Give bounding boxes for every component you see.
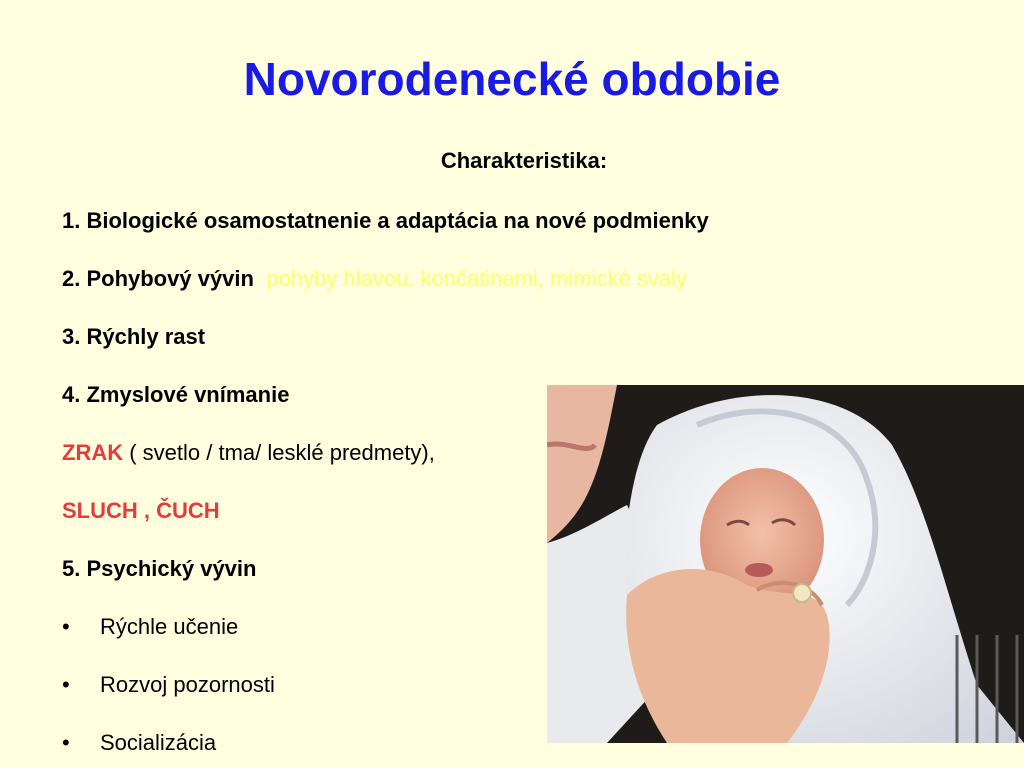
sense-sight-detail: ( svetlo / tma/ lesklé predmety), xyxy=(123,440,435,465)
bullet-item xyxy=(62,614,238,640)
bullet-text: Rýchle učenie xyxy=(100,614,239,639)
sense-sight-label: ZRAK xyxy=(62,440,124,465)
slide-title: Novorodenecké obdobie xyxy=(243,53,781,105)
bullet-marker: • xyxy=(62,672,70,697)
newborn-photo xyxy=(547,385,1024,743)
bullet-item xyxy=(62,672,275,698)
bullet-text: Rozvoj pozornosti xyxy=(100,672,275,697)
slide-subtitle: Charakteristika: xyxy=(440,148,608,173)
sense-hearing-smell: SLUCH , ČUCH xyxy=(62,498,220,523)
item-4: 4. Zmyslové vnímanie xyxy=(62,382,290,407)
item-5: 5. Psychický vývin xyxy=(62,556,257,581)
item-2 xyxy=(62,266,687,292)
item-3: 3. Rýchly rast xyxy=(62,324,206,349)
bullet-marker: • xyxy=(62,614,70,639)
item-1: 1. Biologické osamostatnenie a adaptácia na nové podmienky xyxy=(62,208,709,233)
item-2-label: 2. Pohybový vývin xyxy=(62,266,254,291)
item-2-detail: pohyby hlavou, končatinami, mimické svaly xyxy=(266,266,687,291)
bullet-text: Socializácia xyxy=(100,730,217,755)
bullet-item xyxy=(62,730,216,756)
bullet-marker: • xyxy=(62,730,70,755)
sense-sight xyxy=(62,440,435,466)
